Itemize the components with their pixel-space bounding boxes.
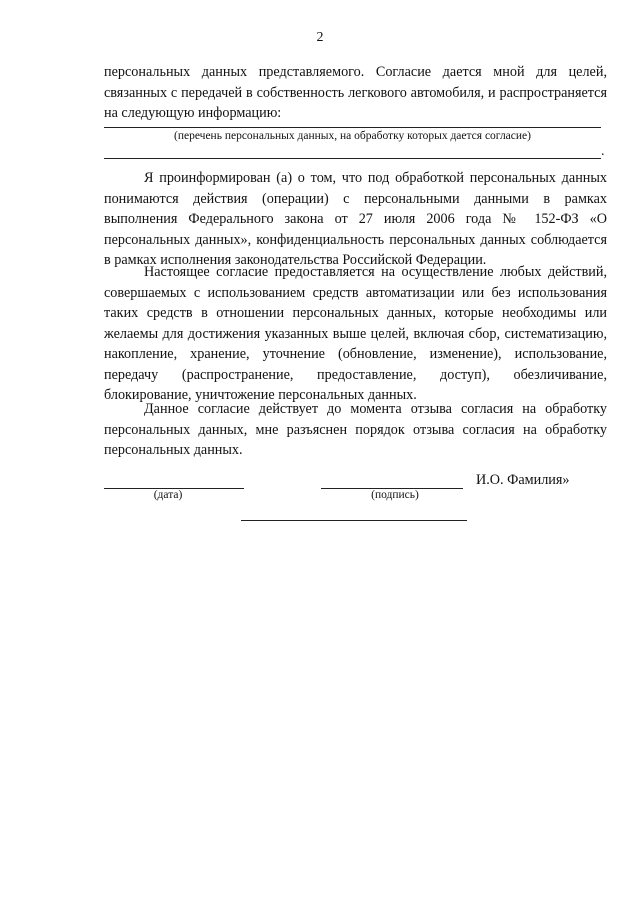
bottom-line [241, 520, 467, 521]
paragraph-informed: Я проинформирован (а) о том, что под обработкой персональных данных понимаются действия (операции) с персональными данными в рамках выполнения Федерального закона от 27 июля 2006 года № 152-ФЗ «О персональных данных», конфиденциальность персональных данных соблюдается в рамках исполнения законодательства Российской Федерации. [104, 170, 607, 268]
personal-data-fill-line [104, 127, 601, 128]
intro-paragraph: персональных данных представляемого. Согласие дается мной для целей, связанных с передачей в собственность легкового автомобиля, и распространяется на следующую информацию: [104, 64, 607, 121]
signatory-name: И.О. Фамилия» [476, 472, 570, 488]
page-number: 2 [316, 30, 324, 45]
fill-line-end-period: . [601, 144, 605, 159]
signature-caption: (подпись) [371, 489, 419, 501]
personal-data-fill-line-2 [104, 158, 601, 159]
paragraph-consent-validity: Данное согласие действует до момента отзыва согласия на обработку персональных данных, мне разъяснен порядок отзыва согласия на обработку персональных данных. [104, 401, 607, 458]
paragraph-consent-scope: Настоящее согласие предоставляется на осуществление любых действий, совершаемых с использованием средств автоматизации или без использования таких средств в отношении персональных данных, которые необходимы или желаемы для достижения указанных выше целей, включая сбор, систематизацию, накопление, хранение, уточнение (обновление, изменение), использование, передачу (распространение, предоставление, доступ), обезличивание, блокирование, уничтожение персональных данных. [104, 264, 607, 403]
fill-line-caption: (перечень персональных данных, на обработку которых дается согласие) [174, 130, 531, 142]
date-caption: (дата) [153, 489, 183, 501]
